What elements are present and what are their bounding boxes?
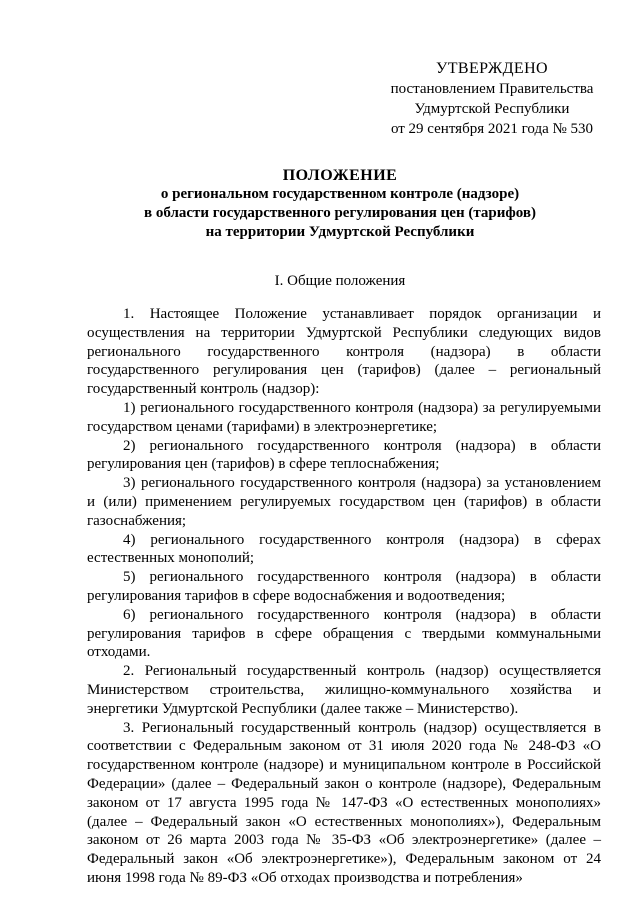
paragraph: 1) регионального государственного контроля (надзора) за регулируемыми государством ценами (тарифами) в электроэнергетике;: [87, 399, 601, 435]
paragraph: 2) регионального государственного контроля (надзора) в области регулирования цен (тарифов) в сфере теплоснабжения;: [87, 437, 601, 473]
approval-line: постановлением Правительства: [390, 81, 594, 97]
approval-line: от 29 сентября 2021 года № 530: [390, 121, 594, 137]
title-line: в области государственного регулирования цен (тарифов): [144, 205, 536, 221]
paragraph: 3. Региональный государственный контроль (надзор) осуществляется в соответствии с Федеральным законом от 31 июля 2020 года № 248-ФЗ «О государственном контроле (надзоре) и муниципальном контроле в Российской Федерации» (далее – Федеральный закон о контроле (надзоре), Федеральным законом от 17 августа 1995 года № 147-ФЗ «О естественных монополиях» (далее – Федеральный закон «О естественных монополиях»), Федеральным законом от 26 марта 2003 года № 35-ФЗ «Об электроэнергетике» (далее – Федеральный закон «Об электроэнергетике»), Федеральным законом от 24 июня 1998 года № 89-ФЗ «Об отходах производства и потребления»: [87, 719, 601, 886]
approval-stamp: [382, 59, 602, 139]
paragraph: 1. Настоящее Положение устанавливает порядок организации и осуществления на территории Удмуртской Республики следующих видов регионального государственного контроля (надзора) в области государственного регулирования цен (тарифов) (далее – региональный государственный контроль (надзор):: [87, 306, 601, 398]
title-line: на территории Удмуртской Республики: [205, 224, 475, 240]
title-main: ПОЛОЖЕНИЕ: [282, 167, 398, 184]
document-body: [87, 305, 601, 888]
title-line: о региональном государственном контроле (надзоре): [160, 186, 520, 202]
paragraph: 5) регионального государственного контроля (надзора) в области регулирования тарифов в сфере водоснабжения и водоотведения;: [87, 569, 601, 604]
paragraph: 6) регионального государственного контроля (надзора) в области регулирования тарифов в сфере обращения с твердыми коммунальными отходами.: [87, 606, 601, 661]
paragraph: 4) регионального государственного контроля (надзора) в сферах естественных монополий;: [87, 531, 601, 567]
paragraph: 3) регионального государственного контроля (надзора) за установлением и (или) применением регулируемых государством цен (тарифов) в области газоснабжения;: [87, 475, 601, 529]
section-heading: I. Общие положения: [274, 273, 406, 289]
paragraph: 2. Региональный государственный контроль (надзор) осуществляется Министерством строительства, жилищно-коммунального хозяйства и энергетики Удмуртской Республики (далее также – Министерство).: [87, 663, 601, 717]
document-title: [80, 166, 600, 242]
approval-line: Удмуртской Республики: [414, 101, 570, 117]
approval-heading: УТВЕРЖДЕНО: [435, 60, 548, 77]
